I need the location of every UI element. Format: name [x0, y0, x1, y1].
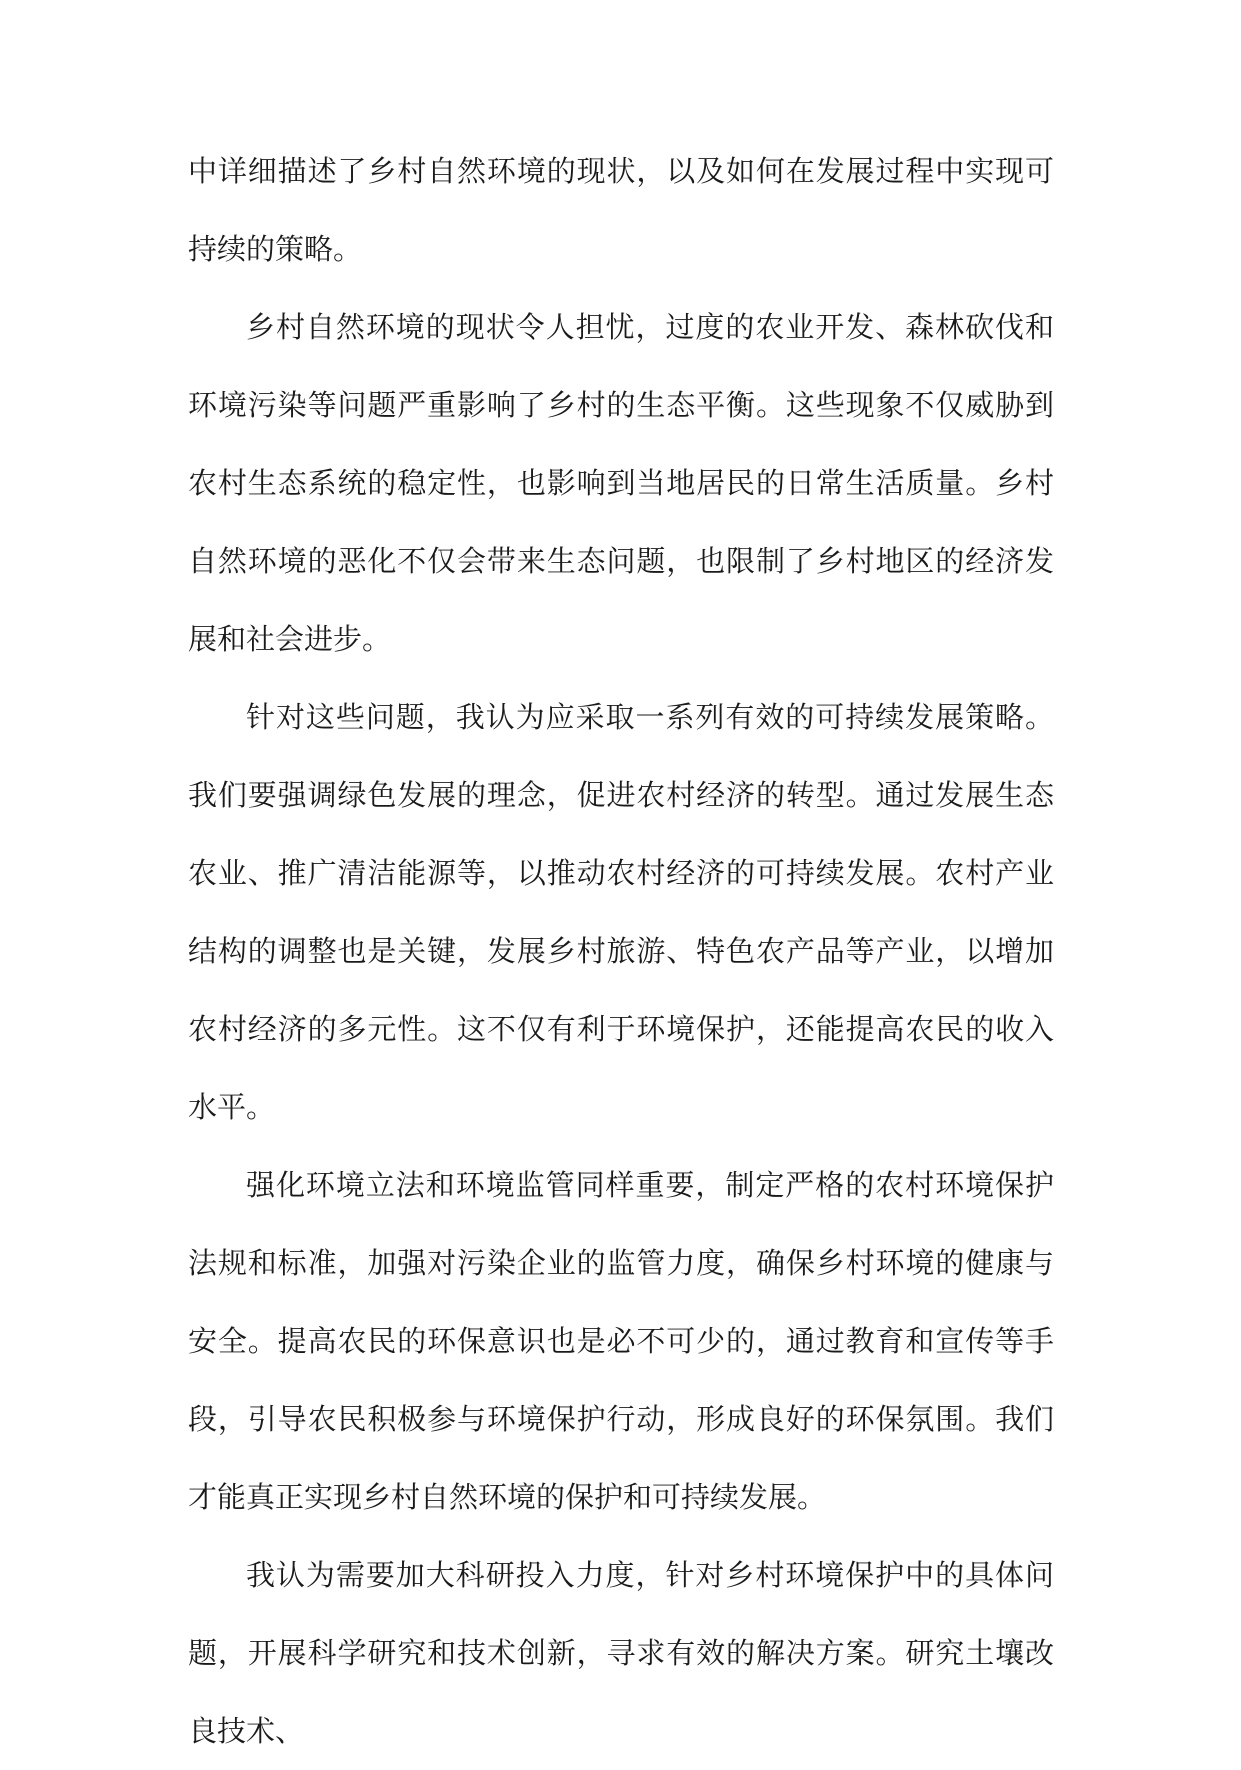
paragraph-continuation: 中详细描述了乡村自然环境的现状，以及如何在发展过程中实现可持续的策略。	[188, 154, 1054, 266]
paragraph-environment-status: 乡村自然环境的现状令人担忧，过度的农业开发、森林砍伐和环境污染等问题严重影响了乡村的生态平衡。这些现象不仅威胁到农村生态系统的稳定性，也影响到当地居民的日常生活质量。乡村自然环境的恶化不仅会带来生态问题，也限制了乡村地区的经济发展和社会进步。	[188, 310, 1054, 656]
document-body	[188, 132, 1054, 1770]
paragraph-research-investment: 我认为需要加大科研投入力度，针对乡村环境保护中的具体问题，开展科学研究和技术创新，寻求有效的解决方案。研究土壤改良技术、	[188, 1558, 1054, 1748]
paragraph-sustainable-strategy: 针对这些问题，我认为应采取一系列有效的可持续发展策略。我们要强调绿色发展的理念，促进农村经济的转型。通过发展生态农业、推广清洁能源等，以推动农村经济的可持续发展。农村产业结构的调整也是关键，发展乡村旅游、特色农产品等产业，以增加农村经济的多元性。这不仅有利于环境保护，还能提高农民的收入水平。	[188, 700, 1054, 1124]
paragraph-legislation-supervision: 强化环境立法和环境监管同样重要，制定严格的农村环境保护法规和标准，加强对污染企业的监管力度，确保乡村环境的健康与安全。提高农民的环保意识也是必不可少的，通过教育和宣传等手段，引导农民积极参与环境保护行动，形成良好的环保氛围。我们才能真正实现乡村自然环境的保护和可持续发展。	[188, 1168, 1054, 1514]
